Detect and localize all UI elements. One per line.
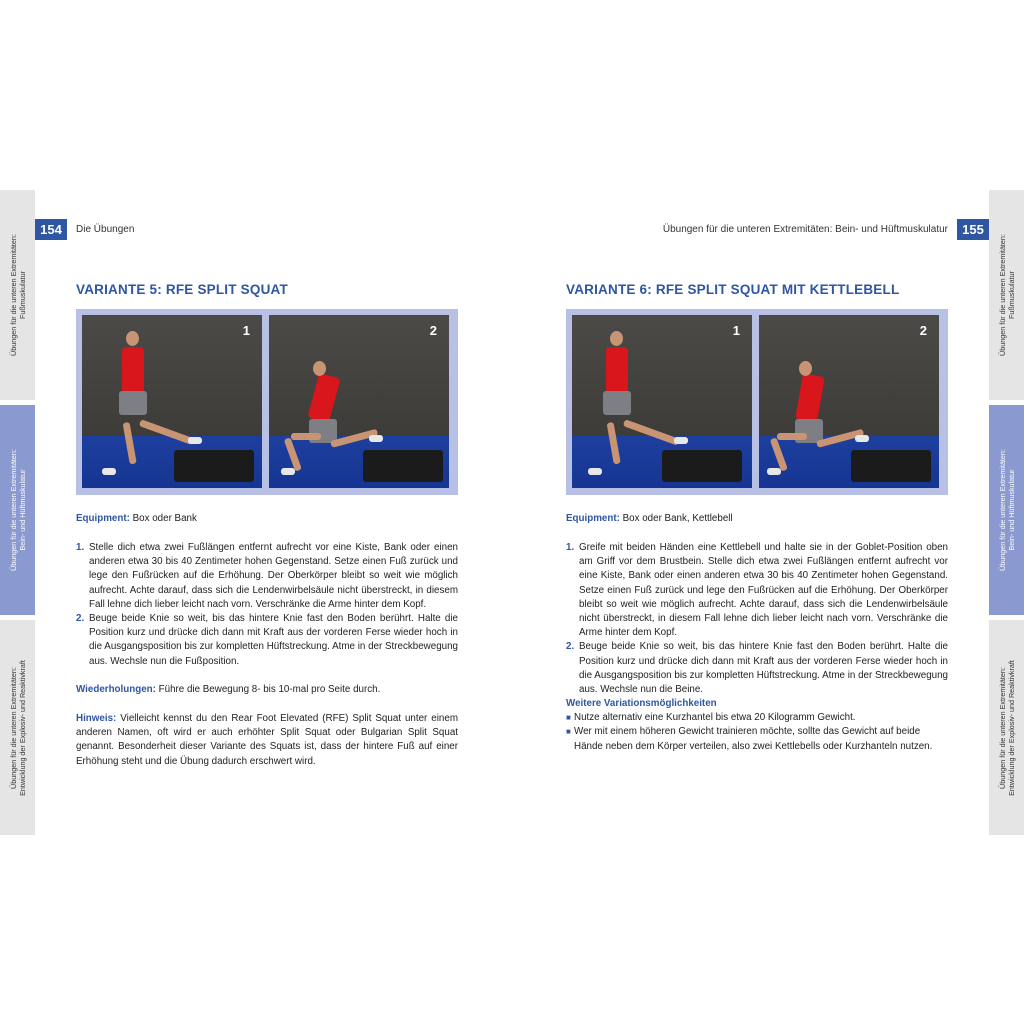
side-tab-foot-muscles-right xyxy=(989,190,1024,400)
list-item: 1. Greife mit beiden Händen eine Kettlebell und halte sie in der Goblet-Position oben am Griff vor dem Brustbein. Stelle dich etwa zwei Fußlängen entfernt aufrecht vor eine Kiste, Bank oder einen anderen etwa 30 bis 40 Zentimeter hohen Gegenstand. Setze einen Fuß zurück und lege den Fußrücken auf die Erhöhung. Der Oberkörper bleibt so weit wie möglich aufrecht. Achte darauf, dass sich die Lendenwirbelsäule nicht überstreckt, in diesem Fall lehne dich lieber leicht nach vorn. Verschränke die Arme hinter dem Kopf. xyxy=(566,542,948,639)
exercise-photo-2 xyxy=(269,315,449,488)
side-tab-explosive-power-right xyxy=(989,620,1024,835)
running-head-left: Die Übungen xyxy=(76,224,135,235)
exercise-title-right: VARIANTE 6: RFE SPLIT SQUAT MIT KETTLEBELL xyxy=(566,282,900,297)
equipment-label: Equipment: xyxy=(76,513,130,524)
side-tab-leg-hip-muscles-right xyxy=(989,405,1024,615)
steps-left xyxy=(76,541,458,669)
side-tab-label: Übungen für die unteren Extremitäten: Bein- und Hüftmuskulatur xyxy=(997,449,1016,571)
equipment-value: Box oder Bank, Kettlebell xyxy=(622,513,733,524)
repetitions-label: Wiederholungen: xyxy=(76,684,156,695)
photo-frame-left xyxy=(76,309,458,495)
hint-text: Vielleicht kennst du den Rear Foot Elevated (RFE) Split Squat unter einem anderen Namen, oft wird er auch erhöhter Split Squat oder Bulgarian Split Squat genannt. Besonderheit dieser Variante des Squats ist, dass der hintere Fuß auf einer Erhöhung steht und die Übung dadurch erschwert wird. xyxy=(76,713,458,767)
photo-number: 2 xyxy=(429,323,437,338)
photo-frame-right xyxy=(566,309,948,495)
side-tab-leg-hip-muscles xyxy=(0,405,35,615)
photo-number: 2 xyxy=(919,323,927,338)
steps-right xyxy=(566,541,948,697)
side-tab-explosive-power xyxy=(0,620,35,835)
equipment-value: Box oder Bank xyxy=(132,513,197,524)
photo-number: 1 xyxy=(732,323,740,338)
list-item: ■ Nutze alternativ eine Kurzhantel bis etwa 20 Kilogramm Gewicht. xyxy=(566,712,856,724)
page-number-right: 155 xyxy=(957,219,989,240)
hint-paragraph xyxy=(76,712,458,769)
variations-section xyxy=(566,697,948,754)
list-item: 2. Beuge beide Knie so weit, bis das hintere Knie fast den Boden berührt. Halte die Position kurz und drücke dich dann mit Kraft aus der vorderen Ferse wieder hoch in die Ausgangsposition bis zur kompletten Hüftstreckung. Atme in der Streckbewegung aus. Wechsle nun die Fußposition. xyxy=(76,613,458,667)
exercise-photo-2 xyxy=(759,315,939,488)
list-item: 1. Stelle dich etwa zwei Fußlängen entfernt aufrecht vor eine Kiste, Bank oder einen anderen etwa 30 bis 40 Zentimeter hohen Gegenstand. Setze einen Fuß zurück und lege den Fußrücken auf die Erhöhung. Der Oberkörper bleibt so weit wie möglich aufrecht. Achte darauf, dass sich die Lendenwirbelsäule nicht überstreckt, in diesem Fall lehne dich lieber leicht nach vorn. Verschränke die Arme hinter dem Kopf. xyxy=(76,542,458,610)
side-tab-label: Übungen für die unteren Extremitäten: Entwicklung der Explosiv- und Reaktivkraft xyxy=(8,659,27,796)
variations-title: Weitere Variationsmöglichkeiten xyxy=(566,698,717,709)
list-item: ■ Wer mit einem höheren Gewicht trainieren möchte, sollte das Gewicht auf beide Hände neben dem Körper verteilen, also zwei Kettlebells oder Kurzhanteln nutzen. xyxy=(566,726,933,752)
side-tab-label: Übungen für die unteren Extremitäten: Fußmuskulatur xyxy=(997,234,1016,356)
repetitions-line xyxy=(76,683,458,697)
exercise-title-left: VARIANTE 5: RFE SPLIT SQUAT xyxy=(76,282,288,297)
running-head-right: Übungen für die unteren Extremitäten: Bein- und Hüftmuskulatur xyxy=(662,224,948,235)
equipment-line-left xyxy=(76,512,458,526)
hint-label: Hinweis: xyxy=(76,713,117,724)
side-tab-label: Übungen für die unteren Extremitäten: Fußmuskulatur xyxy=(8,234,27,356)
exercise-photo-1 xyxy=(572,315,752,488)
list-item: 2. Beuge beide Knie so weit, bis das hintere Knie fast den Boden berührt. Halte die Position kurz und drücke dich dann mit Kraft aus der vorderen Ferse wieder hoch in die Ausgangsposition bis zur kompletten Hüftstreckung. Atme in der Streckbewegung aus. Wechsle nun die Beine. xyxy=(566,641,948,696)
equipment-label: Equipment: xyxy=(566,513,620,524)
side-tab-foot-muscles xyxy=(0,190,35,400)
repetitions-value: Führe die Bewegung 8- bis 10-mal pro Seite durch. xyxy=(158,684,381,695)
side-tab-label: Übungen für die unteren Extremitäten: Entwicklung der Explosiv- und Reaktivkraft xyxy=(997,659,1016,796)
photo-number: 1 xyxy=(242,323,250,338)
equipment-line-right xyxy=(566,512,948,526)
exercise-photo-1 xyxy=(82,315,262,488)
side-tab-label: Übungen für die unteren Extremitäten: Bein- und Hüftmuskulatur xyxy=(8,449,27,571)
page-number-left: 154 xyxy=(35,219,67,240)
